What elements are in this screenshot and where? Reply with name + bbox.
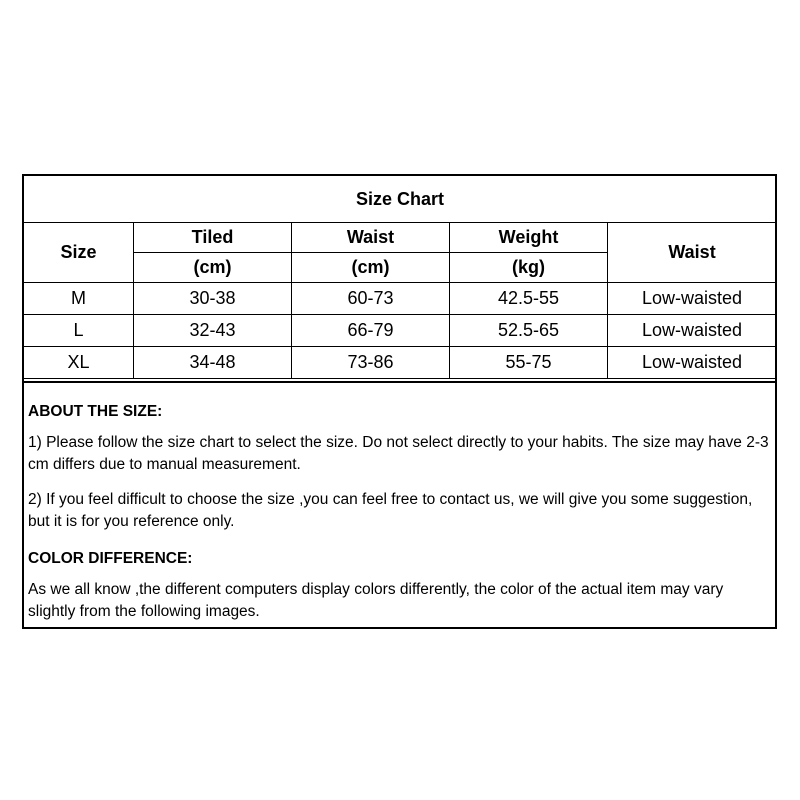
- cell-waist: 60-73: [292, 283, 450, 315]
- table-row: [24, 315, 777, 347]
- header-size: Size: [24, 223, 134, 283]
- cell-weight: 55-75: [450, 347, 608, 379]
- header-tiled-unit: (cm): [134, 253, 292, 283]
- table-title: Size Chart: [24, 176, 777, 223]
- cell-waist: 73-86: [292, 347, 450, 379]
- cell-weight: 42.5-55: [450, 283, 608, 315]
- color-difference-note: As we all know ,the different computers display colors differently, the color of the actual item may vary slightly from the following images.: [28, 581, 724, 620]
- cell-size: XL: [24, 347, 134, 379]
- cell-waist-type: Low-waisted: [608, 283, 777, 315]
- header-waist: Waist: [292, 223, 450, 253]
- cell-weight: 52.5-65: [450, 315, 608, 347]
- cell-size: M: [24, 283, 134, 315]
- about-size-heading: ABOUT THE SIZE:: [28, 403, 163, 420]
- color-difference-heading: COLOR DIFFERENCE:: [28, 550, 193, 567]
- about-size-note-2: 2) If you feel difficult to choose the size ,you can feel free to contact us, we will give you some suggestion, but it is for you reference only.: [28, 491, 753, 530]
- cell-waist: 66-79: [292, 315, 450, 347]
- cell-tiled: 34-48: [134, 347, 292, 379]
- table-row: [24, 347, 777, 379]
- cell-tiled: 30-38: [134, 283, 292, 315]
- cell-waist-type: Low-waisted: [608, 315, 777, 347]
- table-row: [24, 283, 777, 315]
- cell-size: L: [24, 315, 134, 347]
- size-chart-table: [23, 175, 777, 379]
- cell-waist-type: Low-waisted: [608, 347, 777, 379]
- header-waist-type: Waist: [608, 223, 777, 283]
- cell-tiled: 32-43: [134, 315, 292, 347]
- notes-section: [24, 381, 775, 623]
- header-weight-unit: (kg): [450, 253, 608, 283]
- about-size-note-1: 1) Please follow the size chart to select the size. Do not select directly to your habits. The size may have 2-3 cm differs due to manual measurement.: [28, 434, 769, 473]
- header-weight: Weight: [450, 223, 608, 253]
- header-waist-unit: (cm): [292, 253, 450, 283]
- size-chart-document: [22, 174, 777, 629]
- header-tiled: Tiled: [134, 223, 292, 253]
